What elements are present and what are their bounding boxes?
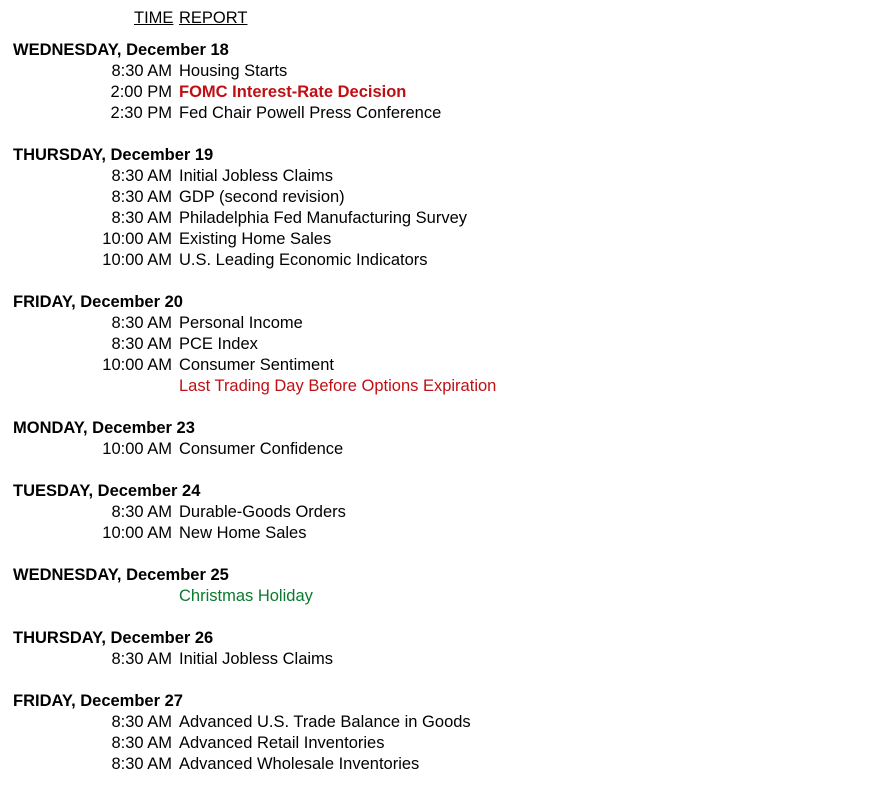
event-time: 8:30 AM	[111, 335, 172, 353]
day-label: WEDNESDAY, December 25	[13, 566, 229, 584]
event-time: 8:30 AM	[111, 62, 172, 80]
event-row	[0, 733, 894, 754]
day-label: FRIDAY, December 27	[13, 692, 183, 710]
event-row	[0, 103, 894, 124]
event-report: U.S. Leading Economic Indicators	[179, 251, 428, 269]
event-row	[0, 334, 894, 355]
event-row	[0, 61, 894, 82]
event-report: Philadelphia Fed Manufacturing Survey	[179, 209, 468, 227]
event-row	[0, 712, 894, 733]
event-row	[0, 187, 894, 208]
event-report: Consumer Confidence	[179, 440, 344, 458]
day-label: WEDNESDAY, December 18	[13, 41, 229, 59]
event-row	[0, 250, 894, 271]
event-row	[0, 439, 894, 460]
event-report: Advanced U.S. Trade Balance in Goods	[179, 713, 471, 731]
day-label: THURSDAY, December 19	[13, 146, 214, 164]
day-label: TUESDAY, December 24	[13, 482, 201, 500]
event-report: Consumer Sentiment	[179, 356, 334, 374]
event-row	[0, 355, 894, 376]
event-row	[0, 313, 894, 334]
event-time: 8:30 AM	[111, 167, 172, 185]
event-time: 10:00 AM	[102, 251, 172, 269]
event-report: Initial Jobless Claims	[179, 650, 334, 668]
event-time: 10:00 AM	[102, 230, 172, 248]
event-time: 8:30 AM	[111, 650, 172, 668]
event-time: 10:00 AM	[102, 440, 172, 458]
event-row	[0, 229, 894, 250]
event-time: 8:30 AM	[111, 755, 172, 773]
event-report: Initial Jobless Claims	[179, 167, 334, 185]
event-report: PCE Index	[179, 335, 258, 353]
day-label: FRIDAY, December 20	[13, 293, 183, 311]
event-report: Existing Home Sales	[179, 230, 332, 248]
event-report: Christmas Holiday	[179, 587, 313, 605]
event-report: New Home Sales	[179, 524, 307, 542]
event-row	[0, 754, 894, 775]
event-report: Last Trading Day Before Options Expiration	[179, 377, 497, 395]
event-time: 10:00 AM	[102, 524, 172, 542]
event-report: GDP (second revision)	[179, 188, 345, 206]
event-report: Advanced Wholesale Inventories	[179, 755, 420, 773]
event-time: 8:30 AM	[111, 188, 172, 206]
event-row	[0, 586, 894, 607]
event-time: 2:30 PM	[110, 104, 172, 122]
event-row	[0, 523, 894, 544]
day-label: THURSDAY, December 26	[13, 629, 214, 647]
event-time: 8:30 AM	[111, 713, 172, 731]
event-report: Personal Income	[179, 314, 303, 332]
time-column-header: TIME	[134, 9, 174, 27]
event-time: 8:30 AM	[111, 314, 172, 332]
event-report: Durable-Goods Orders	[179, 503, 346, 521]
report-column-header: REPORT	[179, 9, 248, 27]
event-time: 8:30 AM	[111, 734, 172, 752]
event-row	[0, 502, 894, 523]
event-report: Fed Chair Powell Press Conference	[179, 104, 442, 122]
day-label: MONDAY, December 23	[13, 419, 195, 437]
event-row	[0, 82, 894, 103]
event-report: Housing Starts	[179, 62, 288, 80]
event-row	[0, 649, 894, 670]
event-time: 2:00 PM	[110, 83, 172, 101]
event-row	[0, 208, 894, 229]
event-time: 10:00 AM	[102, 356, 172, 374]
event-report: FOMC Interest-Rate Decision	[179, 83, 407, 101]
event-time: 8:30 AM	[111, 503, 172, 521]
event-time: 8:30 AM	[111, 209, 172, 227]
event-report: Advanced Retail Inventories	[179, 734, 385, 752]
event-row	[0, 376, 894, 397]
event-row	[0, 166, 894, 187]
